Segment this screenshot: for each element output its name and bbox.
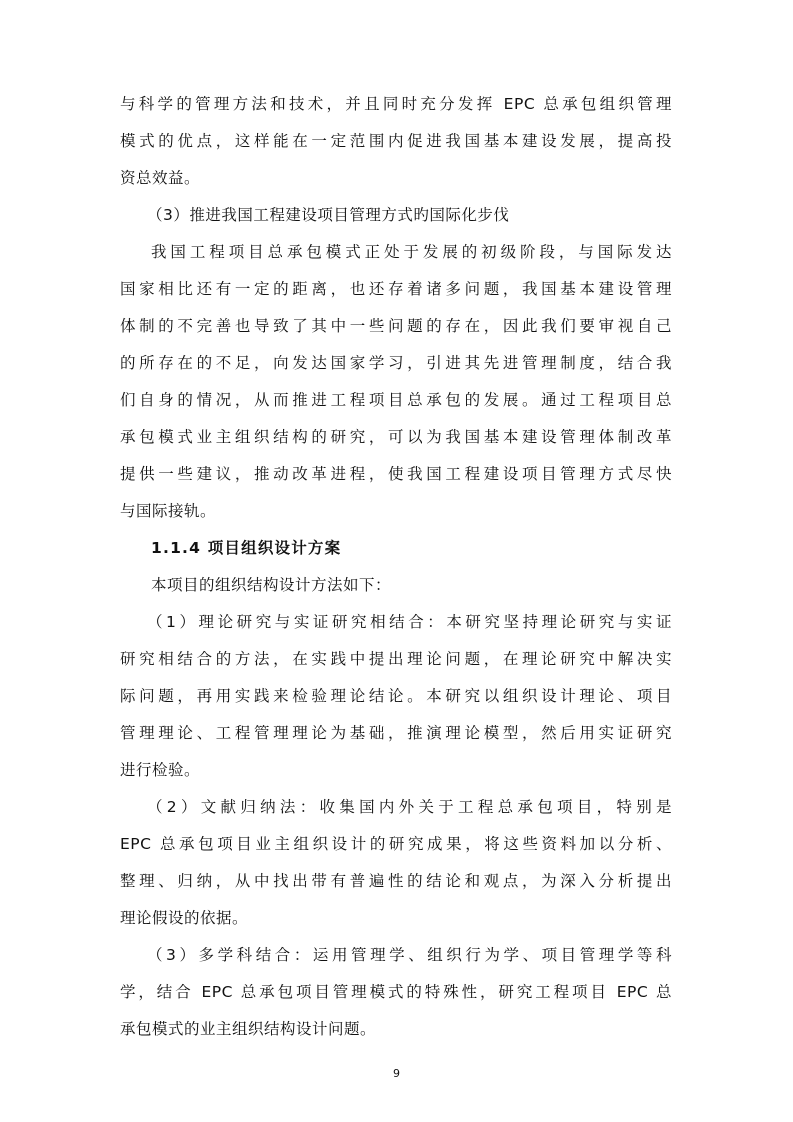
text-line: （3）多学科结合：运用管理学、组织行为学、项目管理学等科 bbox=[147, 946, 672, 964]
text-line: 模式的优点，这样能在一定范围内促进我国基本建设发展，提高投 bbox=[120, 132, 672, 150]
body-text bbox=[120, 86, 672, 1048]
text-line: 学，结合 EPC 总承包项目管理模式的特殊性，研究工程项目 EPC 总 bbox=[120, 983, 672, 1001]
text-line: （2）文献归纳法：收集国内外关于工程总承包项目，特别是 bbox=[147, 798, 672, 816]
text-line: 整理、归纳，从中找出带有普遍性的结论和观点，为深入分析提出 bbox=[120, 872, 672, 890]
text-line: 研究相结合的方法，在实践中提出理论问题，在理论研究中解决实 bbox=[120, 650, 672, 668]
text-line: 承包模式业主组织结构的研究，可以为我国基本建设管理体制改革 bbox=[120, 428, 672, 446]
text-line: 国家相比还有一定的距离，也还存着诸多问题，我国基本建设管理 bbox=[120, 280, 672, 298]
text-line: （1）理论研究与实证研究相结合：本研究坚持理论研究与实证 bbox=[147, 613, 672, 631]
text-line: 进行检验。 bbox=[120, 761, 201, 779]
text-line: 们自身的情况，从而推进工程项目总承包的发展。通过工程项目总 bbox=[120, 391, 672, 409]
text-line: 我国工程项目总承包模式正处于发展的初级阶段，与国际发达 bbox=[151, 243, 672, 261]
text-line: 本项目的组织结构设计方法如下： bbox=[151, 576, 392, 594]
text-line: 承包模式的业主组织结构设计问题。 bbox=[120, 1020, 377, 1038]
text-line: EPC 总承包项目业主组织设计的研究成果，将这些资料加以分析、 bbox=[120, 835, 672, 853]
page-number: 9 bbox=[393, 1067, 400, 1080]
text-line: 与国际接轨。 bbox=[120, 502, 217, 520]
text-line: 管理理论、工程管理理论为基础，推演理论模型，然后用实证研究 bbox=[120, 724, 672, 742]
text-line: 与科学的管理方法和技术，并且同时充分发挥 EPC 总承包组织管理 bbox=[120, 95, 672, 113]
text-line: 资总效益。 bbox=[120, 169, 201, 187]
section-heading: 1.1.4 项目组织设计方案 bbox=[151, 539, 342, 557]
text-line: 的所存在的不足，向发达国家学习，引进其先进管理制度，结合我 bbox=[120, 354, 672, 372]
text-line: 体制的不完善也导致了其中一些问题的存在，因此我们要审视自己 bbox=[120, 317, 672, 335]
text-line: 理论假设的依据。 bbox=[120, 909, 249, 927]
text-line: 际问题，再用实践来检验理论结论。本研究以组织设计理论、项目 bbox=[120, 687, 672, 705]
text-line: 提供一些建议，推动改革进程，使我国工程建设项目管理方式尽快 bbox=[120, 465, 672, 483]
subsection-title: （3）推进我国工程建设项目管理方式旳国际化步伐 bbox=[147, 206, 510, 224]
